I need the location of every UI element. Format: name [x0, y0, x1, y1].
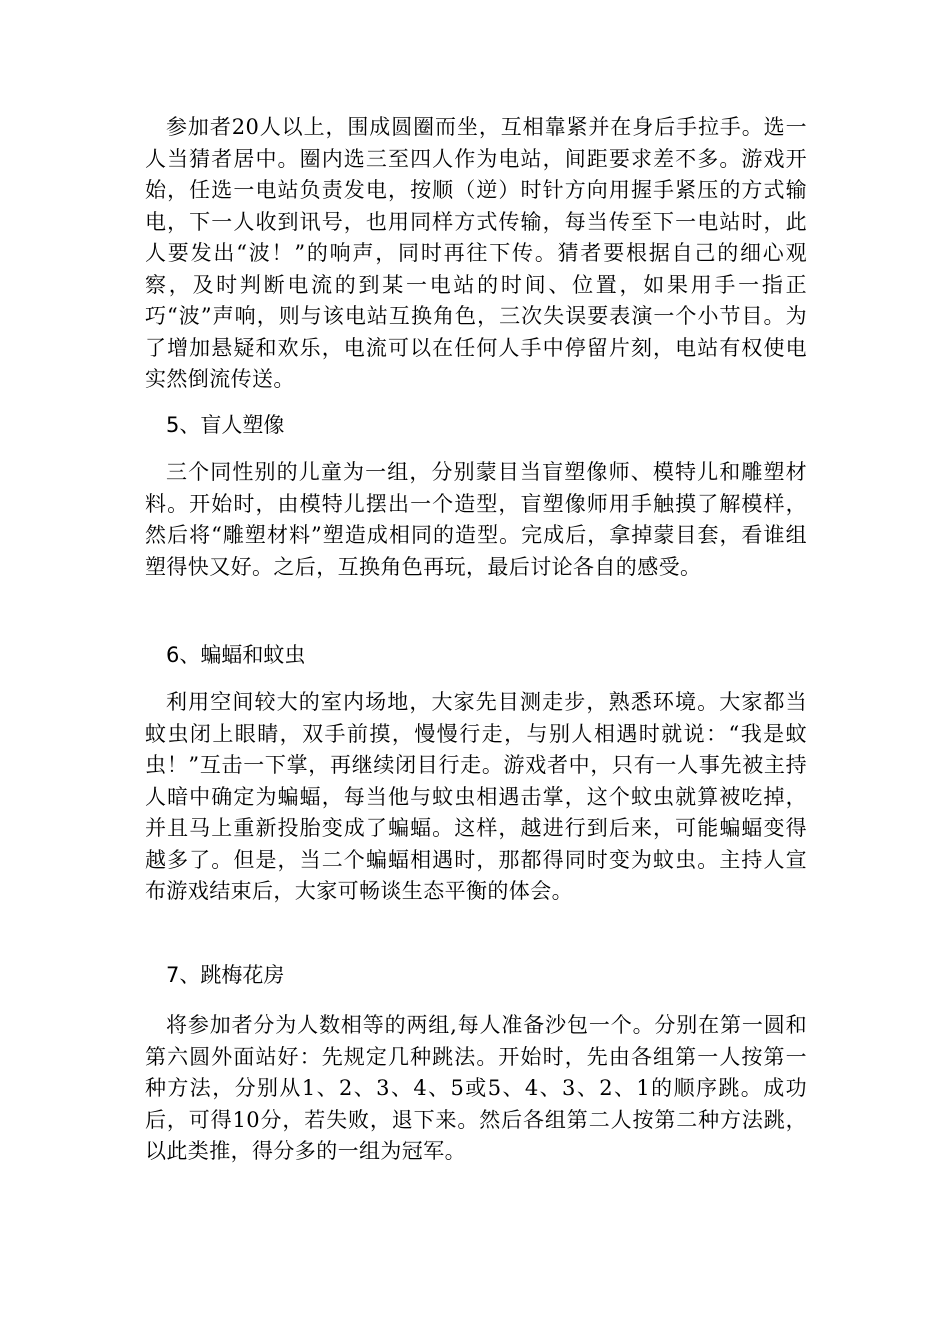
- paragraph-bats-and-mosquitoes: 利用空间较大的室内场地，大家先目测走步，熟悉环境。大家都当蚊虫闭上眼睛，双手前摸，慢慢行走，与别人相遇时就说：“我是蚊虫！”互击一下掌，再继续闭目行走。游戏者中，只有一人事先被主持人暗中确定为蝙蝠，每当他与蚊虫相遇击掌，这个蚊虫就算被吃掉，并且马上重新投胎变成了蝙蝠。这样，越进行到后来，可能蝙蝠变得越多了。但是，当二个蝙蝠相遇时，那都得同时变为蚊虫。主持人宣布游戏结束后，大家可畅谈生态平衡的体会。: [145, 690, 807, 903]
- paragraph-plum-blossom-hop: 将参加者分为人数相等的两组,每人准备沙包一个。分别在第一圆和第六圆外面站好：先规定几种跳法。开始时，先由各组第一人按第一种方法，分别从1、2、3、4、5或5、4、3、2、1的顺序跳。成功后，可得10分，若失败，退下来。然后各组第二人按第二种方法跳，以此类推，得分多的一组为冠军。: [145, 1013, 807, 1163]
- paragraph-electric-game: 参加者20人以上，围成圆圈而坐，互相靠紧并在身后手拉手。选一人当猜者居中。圈内选三至四人作为电站，间距要求差不多。游戏开始，任选一电站负责发电，按顺（逆）时针方向用握手紧压的方式输电，下一人收到讯号，也用同样方式传输，每当传至下一电站时，此人要发出“波！”的响声，同时再往下传。猜者要根据自己的细心观察，及时判断电流的到某一电站的时间、位置，如果用手一指正巧“波”声响，则与该电站互换角色，三次失误要表演一个小节目。为了增加悬疑和欢乐，电流可以在任何人手中停留片刻，电站有权使电实然倒流传送。: [145, 115, 807, 391]
- heading-blind-sculpture: 5、盲人塑像: [166, 413, 285, 437]
- heading-bats-and-mosquitoes: 6、蝙蝠和蚊虫: [166, 643, 306, 667]
- heading-plum-blossom-hop: 7、跳梅花房: [166, 963, 285, 987]
- paragraph-blind-sculpture: 三个同性别的儿童为一组，分别蒙目当盲塑像师、模特儿和雕塑材料。开始时，由模特儿摆出一个造型，盲塑像师用手触摸了解模样，然后将“雕塑材料”塑造成相同的造型。完成后，拿掉蒙目套，看谁组塑得快又好。之后，互换角色再玩，最后讨论各自的感受。: [145, 460, 807, 579]
